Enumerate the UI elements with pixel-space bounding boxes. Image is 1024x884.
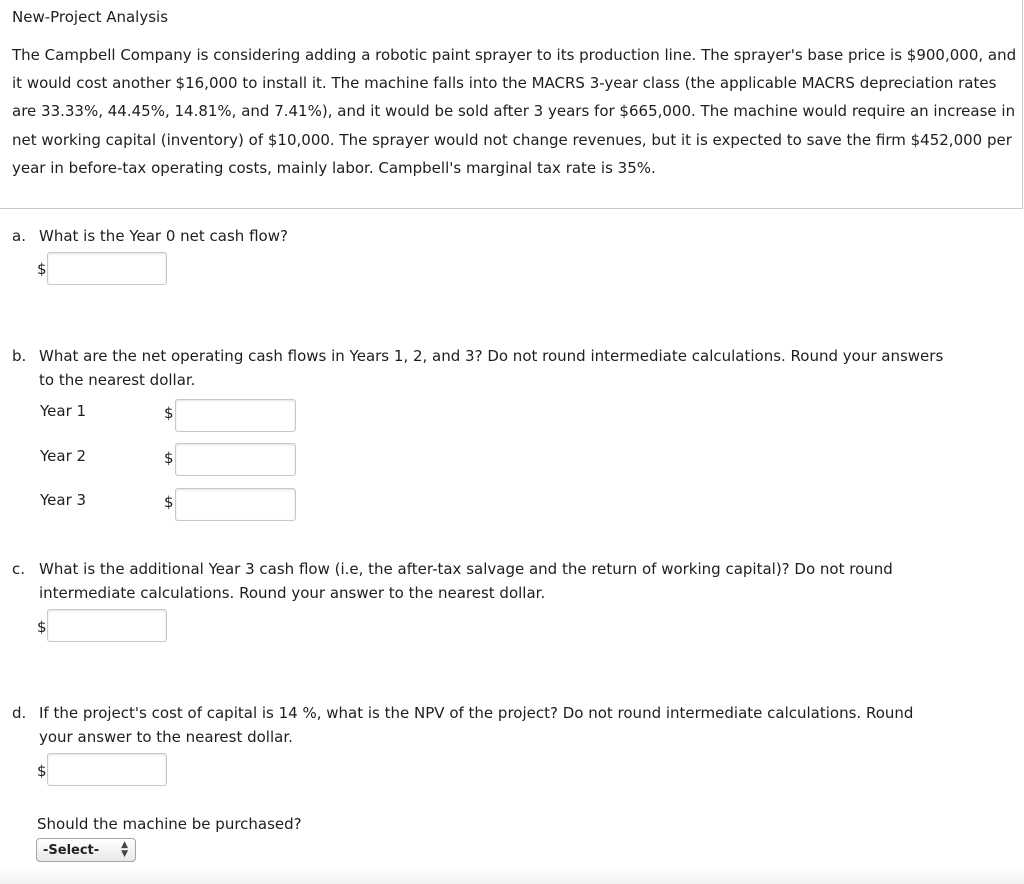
select-value: -Select- [43, 842, 100, 858]
page-title: New-Project Analysis [12, 8, 169, 26]
dollar-sign: $ [164, 493, 174, 511]
question-c-line2: intermediate calculations. Round your answer to the nearest dollar. [39, 584, 546, 602]
dollar-sign: $ [164, 404, 174, 422]
npv-input[interactable] [47, 753, 167, 786]
question-b-line2: to the nearest dollar. [39, 371, 196, 389]
dollar-sign: $ [37, 762, 47, 780]
year1-ocf-input[interactable] [175, 399, 296, 432]
question-a-text: What is the Year 0 net cash flow? [39, 227, 288, 245]
question-a [12, 224, 1012, 248]
purchase-decision-select[interactable] [36, 838, 136, 862]
year3-additional-cash-flow-input[interactable] [47, 609, 167, 642]
question-d [12, 701, 1012, 749]
dollar-sign: $ [164, 449, 174, 467]
question-c-letter: c. [12, 560, 26, 578]
question-c [12, 557, 1012, 605]
year1-label: Year 1 [40, 402, 87, 420]
question-c-line1: What is the additional Year 3 cash flow (i.e, the after-tax salvage and the return of working capital)? Do not round [39, 560, 893, 578]
select-arrows-icon: ▲ ▼ [121, 840, 128, 859]
question-b [12, 344, 1024, 392]
purchase-question: Should the machine be purchased? [37, 815, 302, 833]
question-b-letter: b. [12, 347, 27, 365]
question-d-line1: If the project's cost of capital is 14 %, what is the NPV of the project? Do not round intermediate calculations. Round [39, 704, 914, 722]
problem-intro-text: The Campbell Company is considering adding a robotic paint sprayer to its production line. The sprayer's base price is $900,000, and it would cost another $16,000 to install it. The machine falls into the MACRS 3-year class (the applicable MACRS depreciation rates are 33.33%, 44.45%, 14.81%, and 7.41%), and it would be sold after 3 years for $665,000. The machine would require an increase in net working capital (inventory) of $10,000. The sprayer would not change revenues, but it is expected to save the firm $452,000 per year in before-tax operating costs, mainly labor. Campbell's marginal tax rate is 35%. [12, 46, 1017, 177]
year0-cash-flow-input[interactable] [47, 252, 167, 285]
question-b-line1: What are the net operating cash flows in Years 1, 2, and 3? Do not round intermediate calculations. Round your answers [39, 347, 944, 365]
question-d-letter: d. [12, 704, 27, 722]
problem-statement-box [0, 0, 1023, 209]
dollar-sign: $ [37, 260, 47, 278]
dollar-sign: $ [37, 618, 47, 636]
year2-ocf-input[interactable] [175, 443, 296, 476]
year3-ocf-input[interactable] [175, 488, 296, 521]
question-a-letter: a. [12, 227, 26, 245]
year2-label: Year 2 [40, 447, 87, 465]
year3-label: Year 3 [40, 491, 87, 509]
page-bottom-shade [0, 866, 1024, 884]
question-d-line2: your answer to the nearest dollar. [39, 728, 293, 746]
